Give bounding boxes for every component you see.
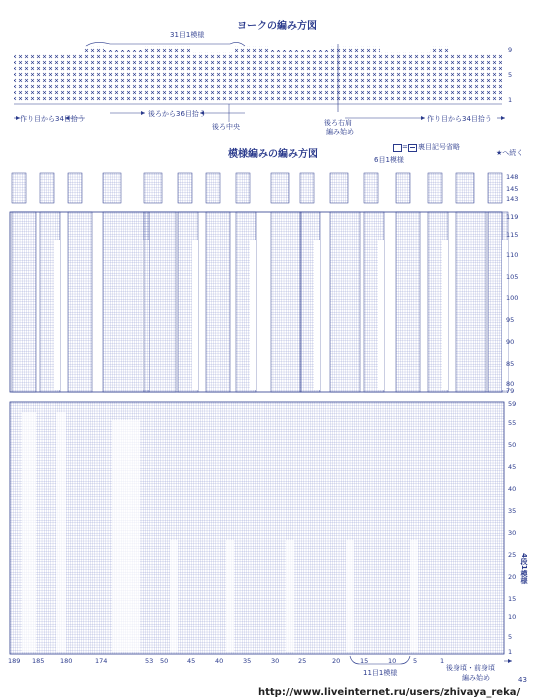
middle-column (144, 212, 176, 392)
legend-blank-symbol (393, 144, 402, 152)
middle-column (456, 212, 486, 392)
continue-label: ★へ続く (496, 149, 524, 157)
yoke-back-arrow-a-head (141, 111, 145, 115)
upper-column (300, 173, 314, 203)
lower-column-gap (170, 540, 178, 652)
lower-column-gap (112, 420, 140, 652)
row-number: 5 (508, 633, 513, 641)
start-label-2: 編み始め (462, 674, 490, 682)
upper-column (456, 173, 474, 203)
stitch-number: 45 (187, 657, 196, 665)
row-number: 105 (506, 273, 519, 281)
upper-column (488, 173, 502, 203)
legend-text: 裏目記号省略 (418, 143, 460, 151)
upper-column (103, 173, 121, 203)
yoke-shoulder-label-1: 後ろ右肩 (324, 119, 352, 127)
row-number: 100 (506, 294, 519, 302)
lower-column-gap (226, 540, 234, 652)
middle-column (103, 212, 149, 392)
row-number: 1 (508, 648, 513, 656)
middle-column (12, 212, 36, 392)
middle-column-decrease (314, 240, 320, 390)
yoke-repeat-label: 31目1模様 (170, 31, 205, 39)
middle-column-decrease (54, 240, 60, 390)
lower-column-gap (56, 412, 66, 652)
row-number: 148 (506, 173, 519, 181)
start-label-1: 後身頃・前身頃 (446, 664, 495, 672)
stitch-number: 1 (440, 657, 445, 665)
row-number: 119 (506, 213, 519, 221)
upper-column (68, 173, 82, 203)
row-number: 115 (506, 231, 519, 239)
legend-equals: = (402, 143, 408, 151)
stitch-number: 53 (145, 657, 154, 665)
middle-column (271, 212, 301, 392)
yoke-chart (14, 42, 502, 122)
row-number: 45 (508, 463, 517, 471)
row-number: 20 (508, 573, 517, 581)
yoke-stitch-grid (14, 46, 502, 102)
stitch-number: 40 (215, 657, 224, 665)
yoke-right-pickup-label: 作り目から34目拾う (427, 115, 492, 123)
row-number: 55 (508, 419, 517, 427)
lower-column-gap (410, 540, 418, 652)
stitch-number: 10 (388, 657, 397, 665)
yoke-top-shaping (270, 46, 330, 50)
legend-purl-symbol (408, 144, 417, 152)
yoke-right-arrow-a-head (421, 116, 425, 120)
row-number: 15 (508, 595, 517, 603)
middle-column-decrease (250, 240, 256, 390)
lower-column-gap (22, 412, 36, 652)
page-number: 43 (518, 676, 527, 684)
row-number: 40 (508, 485, 517, 493)
row-number: 85 (506, 360, 515, 368)
stitch-number: 30 (271, 657, 280, 665)
row-number: 25 (508, 551, 517, 559)
stitch-number: 5 (413, 657, 418, 665)
row-number: 59 (508, 400, 517, 408)
lower-column-gap (346, 540, 354, 652)
yoke-repeat-bracket (86, 42, 245, 46)
yoke-right-arrow-b-head (501, 116, 505, 120)
middle-column (330, 212, 360, 392)
row-number: 143 (506, 195, 519, 203)
yoke-top-shaping (190, 46, 235, 52)
bottom-repeat-label: 11目1模様 (363, 669, 398, 677)
middle-column-decrease (192, 240, 198, 390)
yoke-row-5: 5 (508, 71, 513, 79)
yoke-top-shaping (380, 46, 430, 52)
upper-column (364, 173, 378, 203)
row-number: 79 (506, 387, 515, 395)
bottom-repeat-bracket (350, 656, 410, 664)
yoke-back-center-label: 後ろ中央 (212, 123, 240, 131)
yoke-title: ヨークの編み方図 (237, 21, 317, 32)
side-note: 4段1模様 (520, 553, 528, 584)
pattern-chart-middle (10, 212, 508, 392)
yoke-shoulder-label-2: 編み始め (326, 128, 354, 136)
row-number: 30 (508, 529, 517, 537)
lower-frame (10, 402, 504, 654)
stitch-number: 25 (298, 657, 307, 665)
yoke-row-9: 9 (508, 46, 513, 54)
watermark-url: http://www.liveinternet.ru/users/zhivaya_reka/ (258, 687, 521, 698)
stitch-number: 50 (160, 657, 169, 665)
pattern-chart-lower (10, 402, 504, 654)
stitch-number: 189 (8, 657, 21, 665)
upper-column (236, 173, 250, 203)
row-number: 35 (508, 507, 517, 515)
row-number: 10 (508, 613, 517, 621)
stitch-number: 35 (243, 657, 252, 665)
yoke-top-shaping (104, 46, 144, 50)
repeat-top-label: 6目1模様 (374, 156, 404, 164)
middle-column-decrease (378, 240, 384, 390)
stitch-number: 15 (360, 657, 369, 665)
yoke-left-pickup-label: 作り目から34目拾う (20, 115, 85, 123)
stitch-number: 185 (32, 657, 45, 665)
stitch-number: 180 (60, 657, 73, 665)
upper-column (206, 173, 220, 203)
upper-column (396, 173, 410, 203)
row-number: 110 (506, 251, 519, 259)
upper-column (271, 173, 289, 203)
middle-column (206, 212, 230, 392)
pattern-title: 模様編みの編み方図 (228, 149, 318, 160)
middle-column (396, 212, 420, 392)
upper-column (144, 173, 162, 203)
upper-column (330, 173, 348, 203)
yoke-top-shaping (14, 46, 84, 54)
yoke-row-1: 1 (508, 96, 513, 104)
row-number: 80 (506, 380, 515, 388)
row-number: 95 (506, 316, 515, 324)
lower-column-gap (286, 540, 294, 652)
upper-column (178, 173, 192, 203)
pattern-chart-upper (12, 173, 502, 203)
yoke-back-pickup-label: 後ろから36目拾う (148, 110, 206, 118)
start-arrow-head (508, 659, 512, 663)
upper-column (12, 173, 26, 203)
upper-column (40, 173, 54, 203)
row-number: 145 (506, 185, 519, 193)
stitch-number: 20 (332, 657, 341, 665)
yoke-top-shaping (450, 46, 502, 54)
stitch-number: 174 (95, 657, 108, 665)
middle-column (68, 212, 92, 392)
row-number: 50 (508, 441, 517, 449)
middle-column-decrease (442, 240, 448, 390)
upper-column (428, 173, 442, 203)
row-number: 90 (506, 338, 515, 346)
